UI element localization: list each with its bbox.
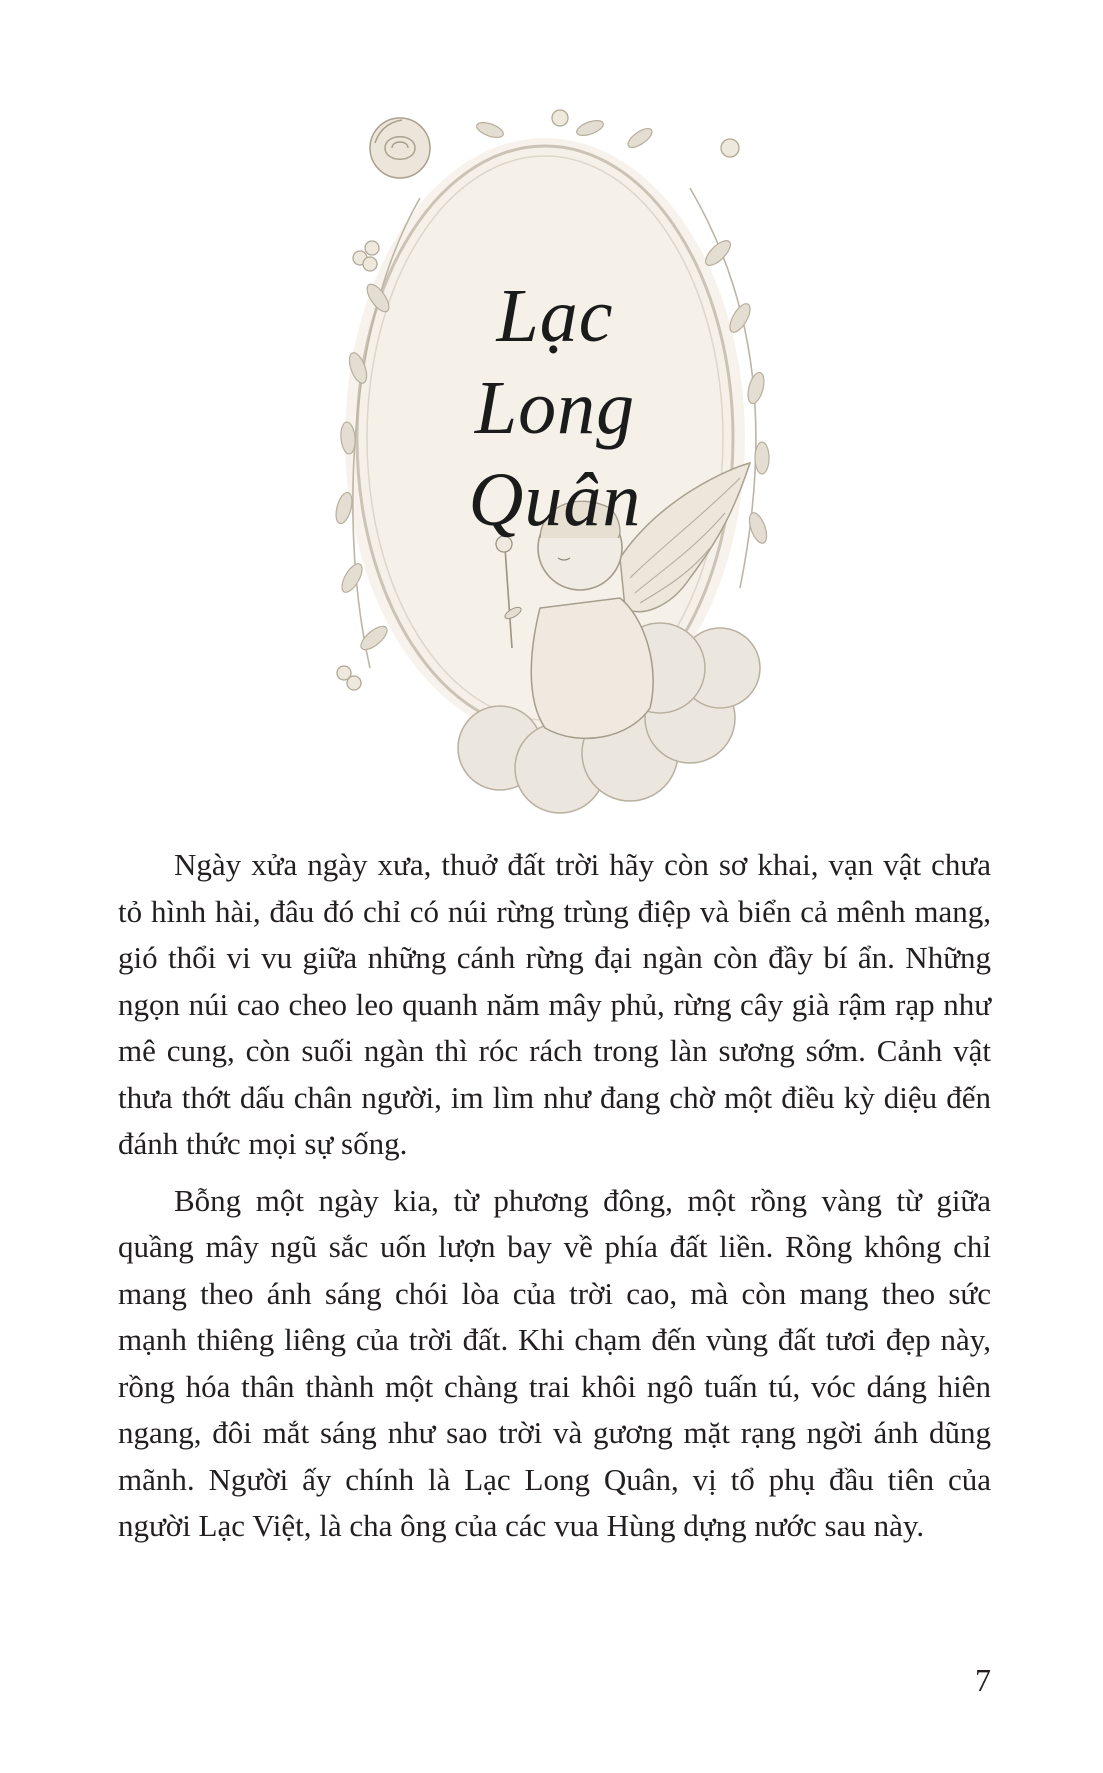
paragraph-2: Bỗng một ngày kia, từ phương đông, một rồng vàng từ giữa quầng mây ngũ sắc uốn lượn bay về phía đất liền. Rồng không chỉ mang theo ánh sáng chói lòa của trời cao, mà còn mang theo sức mạnh thiêng liêng của trời đất. Khi chạm đến vùng đất tươi đẹp này, rồng hóa thân thành một chàng trai khôi ngô tuấn tú, vóc dáng hiên ngang, đôi mắt sáng như sao trời và gương mặt rạng ngời ánh dũng mãnh. Người ấy chính là Lạc Long Quân, vị tổ phụ đầu tiên của người Lạc Việt, là cha ông của các vua Hùng dựng nước sau này.: [118, 1182, 991, 1543]
chapter-title: [400, 270, 710, 546]
page-number: 7: [975, 1662, 991, 1698]
title-line-3: Quân: [468, 458, 642, 542]
story-text: [118, 842, 991, 1560]
rose-icon: [370, 118, 430, 178]
title-line-2: Long: [474, 366, 636, 450]
paragraph-1: Ngày xửa ngày xưa, thuở đất trời hãy còn sơ khai, vạn vật chưa tỏ hình hài, đâu đó chỉ có núi rừng trùng điệp và biển cả mênh mang, gió thổi vi vu giữa những cánh rừng đại ngàn còn đầy bí ẩn. Những ngọn núi cao cheo leo quanh năm mây phủ, rừng cây già rậm rạp như mê cung, còn suối ngàn thì róc rách trong làn sương sớm. Cảnh vật thưa thớt dấu chân người, im lìm như đang chờ một điều kỳ diệu đến đánh thức mọi sự sống.: [118, 847, 991, 1161]
title-line-1: Lạc: [496, 274, 614, 358]
